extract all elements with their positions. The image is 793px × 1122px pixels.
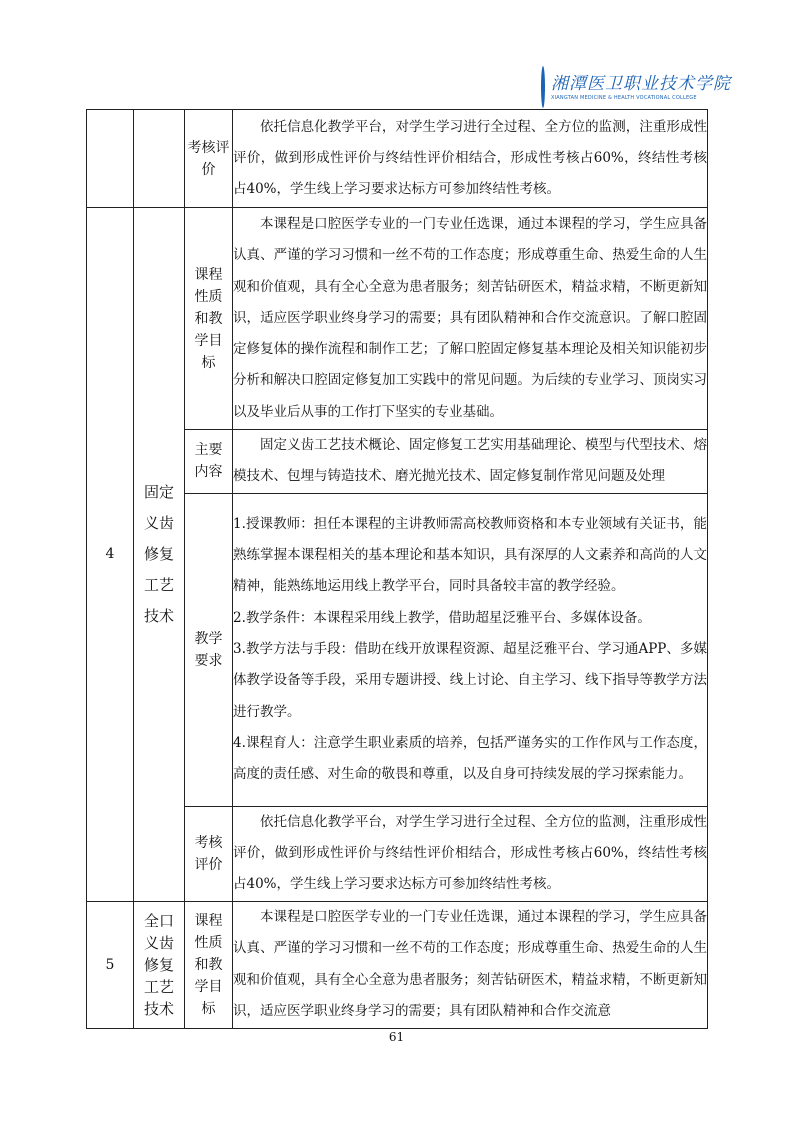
course-name: 全口义齿修复工艺技术	[143, 911, 174, 1018]
table-row	[87, 901, 708, 1028]
page-number: 61	[388, 1030, 405, 1044]
content-paragraph: 固定义齿工艺技术概论、固定修复工艺实用基础理论、模型与代型技术、熔模技术、包埋与铸造技术、磨光抛光技术、固定修复制作常见问题及处理	[233, 437, 707, 485]
content-cell	[233, 806, 708, 901]
requirement-item: 2.教学条件：本课程采用线上教学，借助超星泛雅平台、多媒体设备。	[233, 609, 651, 626]
category-cell	[185, 901, 233, 1028]
content-cell	[233, 493, 708, 806]
content-paragraph: 依托信息化教学平台，对学生学习进行全过程、全方位的监测，注重形成性评价，做到形成性评价与终结性评价相结合，形成性考核占60%，终结性考核占40%，学生线上学习要求达标方可参加终结性考核。	[233, 813, 707, 893]
college-logo	[541, 66, 731, 108]
college-name-cn: 湘潭医卫职业技术学院	[551, 73, 731, 94]
content-cell	[233, 901, 708, 1028]
course-name: 固定义齿修复工艺技术	[143, 482, 174, 625]
content-paragraph: 本课程是口腔医学专业的一门专业任选课，通过本课程的学习，学生应具备认真、严谨的学习习惯和一丝不苟的工作态度；形成尊重生命、热爱生命的人生观和价值观，具有全心全意为患者服务；刻苦钻研医术，精益求精，不断更新知识，适应医学职业终身学习的需要；具有团队精神和合作交流意识。了解口腔固定修复体的操作流程和制作工艺；了解口腔固定修复基本理论及相关知识能初步分析和解决口腔固定修复加工实践中的常见问题。为后续的专业学习、顶岗实习以及毕业后从事的工作打下坚实的专业基础。	[233, 215, 707, 420]
course-table	[86, 109, 708, 1029]
table-row	[87, 110, 708, 208]
content-cell	[233, 208, 708, 430]
category-label: 课程性质和教学目标	[194, 912, 223, 1017]
requirement-item: 4.课程育人：注意学生职业素质的培养，包括严谨务实的工作作风与工作态度，高度的责任感、对生命的敬畏和尊重，以及自身可持续发展的学习探索能力。	[233, 734, 707, 783]
college-name	[551, 73, 731, 102]
category-label: 主要内容	[194, 442, 223, 481]
requirement-item: 1.授课教师：担任本课程的主讲教师需高校教师资格和本专业领域有关证书，能熟练掌握本课程相关的基本理论和基本知识，具有深厚的人文素养和高尚的人文精神，能熟练地运用线上教学平台，同时具备较丰富的教学经验。	[233, 515, 707, 595]
category-label: 课程性质和教学目标	[194, 266, 223, 371]
table-row	[87, 208, 708, 430]
category-cell	[185, 208, 233, 430]
category-label: 考核评价	[194, 834, 223, 873]
content-cell	[233, 110, 708, 208]
college-name-en: XIANGTAN MEDICINE & HEALTH VOCATIONAL COLLEGE	[551, 94, 697, 101]
course-number-cell: 5	[87, 901, 134, 1028]
category-cell: 考核评价	[185, 110, 233, 208]
content-cell	[233, 430, 708, 494]
course-name-cell	[134, 208, 185, 902]
category-label: 教学要求	[194, 630, 223, 669]
course-name-cell	[134, 901, 185, 1028]
category-cell	[185, 806, 233, 901]
category-cell	[185, 430, 233, 494]
category-cell	[185, 493, 233, 806]
content-paragraph: 依托信息化教学平台，对学生学习进行全过程、全方位的监测，注重形成性评价，做到形成性评价与终结性评价相结合，形成性考核占60%，终结性考核占40%，学生线上学习要求达标方可参加终结性考核。	[233, 118, 707, 198]
content-paragraph: 本课程是口腔医学专业的一门专业任选课，通过本课程的学习，学生应具备认真、严谨的学习习惯和一丝不苟的工作态度；形成尊重生命、热爱生命的人生观和价值观，具有全心全意为患者服务；刻苦钻研医术，精益求精，不断更新知识，适应医学职业终身学习的需要；具有团队精神和合作交流意	[233, 909, 707, 1019]
requirement-item: 3.教学方法与手段：借助在线开放课程资源、超星泛雅平台、学习通APP、多媒体教学设备等手段，采用专题讲授、线上讨论、自主学习、线下指导等教学方法进行教学。	[233, 640, 707, 720]
course-number-cell	[87, 110, 134, 208]
course-number-cell: 4	[87, 208, 134, 902]
course-name-cell	[134, 110, 185, 208]
college-seal-icon	[541, 66, 545, 108]
